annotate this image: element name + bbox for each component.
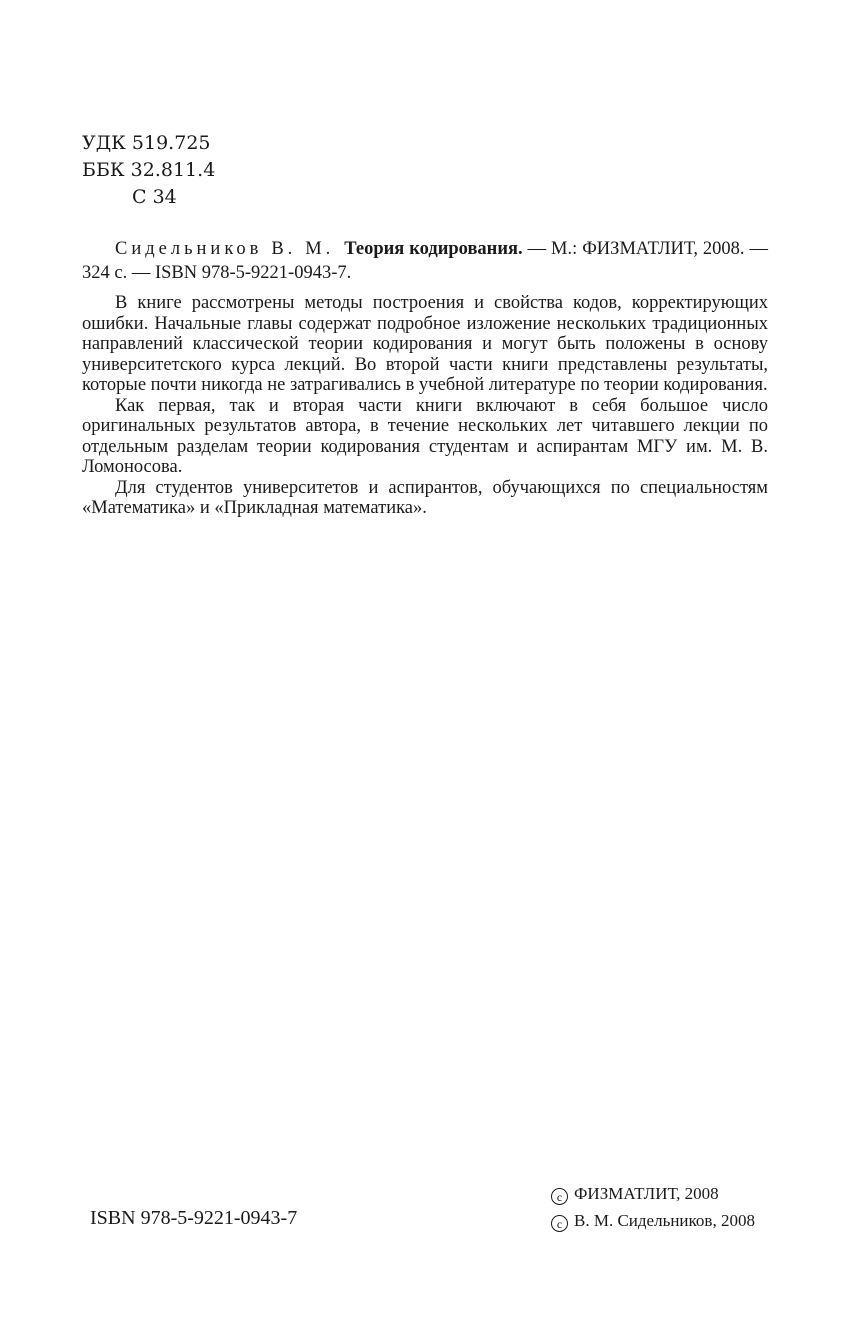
abstract-paragraph: Как первая, так и вторая части книги включают в себя большое число оригинальных результатов автора, в течение нескольких лет читавшего лекции по отдельным разделам теории кодирования студентам и аспирантам МГУ им. М. В. Ломоносова.: [82, 395, 768, 477]
isbn-number: ISBN 978-5-9221-0943-7: [90, 1207, 298, 1229]
publication-info: — М.: ФИЗМАТЛИТ, 2008. — 324 с. — ISBN 978-5-9221-0943-7.: [82, 239, 769, 283]
abstract-paragraph: Для студентов университетов и аспирантов, обучающихся по специальностям «Математика» и «Прикладная математика».: [82, 477, 768, 518]
copyright-icon: c: [551, 1215, 568, 1232]
classification-block: [82, 130, 215, 211]
bibliographic-record: [82, 237, 768, 285]
copyright-author: В. М. Сидельников, 2008: [574, 1211, 755, 1230]
copyright-block: [551, 1180, 755, 1234]
abstract-paragraph: В книге рассмотрены методы построения и свойства кодов, корректирующих ошибки. Начальные главы содержат подробное изложение нескольких традиционных направлений классической теории кодирования и могут быть положены в основу университетского курса лекций. Во второй части книги представлены результаты, которые почти никогда не затрагивались в учебной литературе по теории кодирования.: [82, 293, 768, 395]
book-title: Теория кодирования.: [344, 239, 523, 259]
abstract: [82, 293, 768, 519]
copyright-line: [551, 1207, 755, 1234]
author-mark: С 34: [132, 186, 177, 208]
copyright-line: [551, 1180, 755, 1207]
copyright-publisher: ФИЗМАТЛИТ, 2008: [574, 1184, 719, 1203]
udk-code: УДК 519.725: [82, 132, 211, 154]
copyright-icon: c: [551, 1188, 568, 1205]
author-name: Сидельников В. М.: [115, 239, 335, 259]
bbk-code: ББК 32.811.4: [82, 159, 216, 181]
